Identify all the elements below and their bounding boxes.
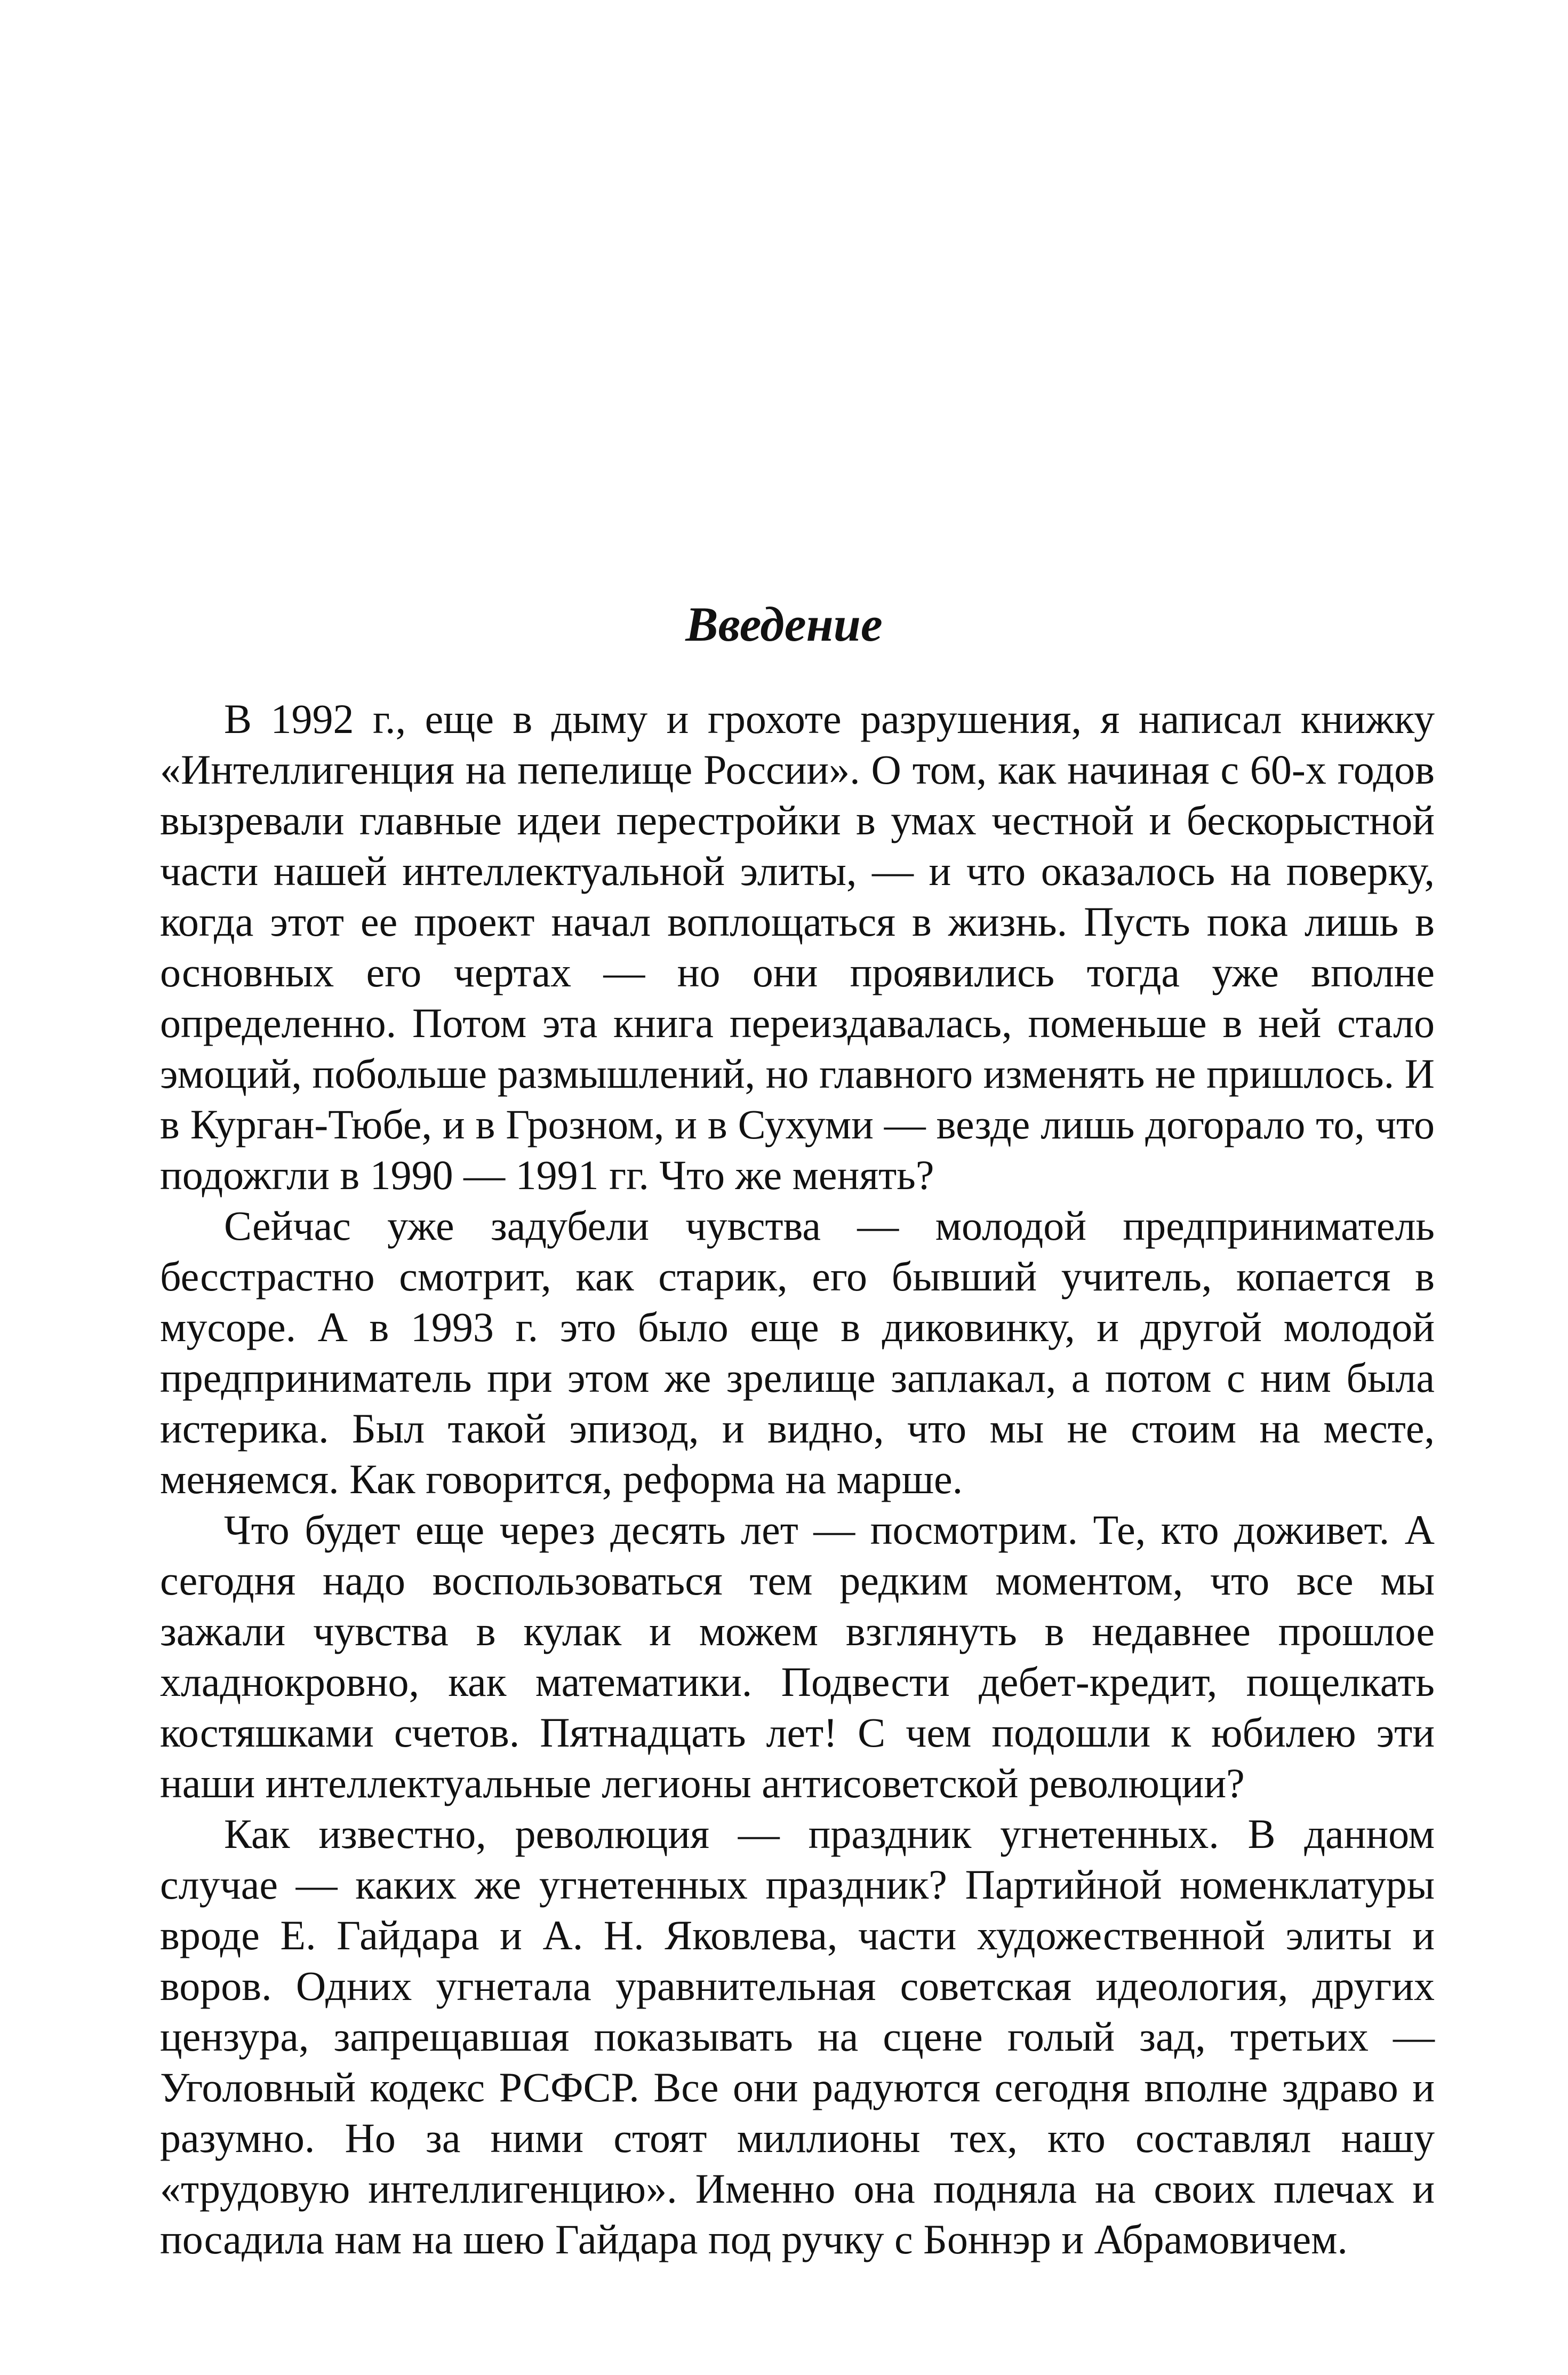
paragraph-4: Как известно, революция — праздник угнетенных. В данном случае — каких же угнетенных праздник? Партийной номенклатуры вроде Е. Гайдара и А. Н. Яковлева, части художественной элиты и воров. Одних угнетала уравнительная советская идеология, других цензура, запрещавшая показывать на сцене голый зад, третьих — Уголовный кодекс РСФСР. Все они радуются сегодня вполне здраво и разумно. Но за ними стоят миллионы тех, кто составлял нашу «трудовую интеллигенцию». Именно она подняла на своих плечах и посадила нам на шею Гайдара под ручку с Боннэр и Абрамовичем. bbox=[160, 1811, 1435, 2262]
paragraph-2: Сейчас уже задубели чувства — молодой предприниматель бесстрастно смотрит, как старик, его бывший учитель, копается в мусоре. А в 1993 г. это было еще в диковинку, и другой молодой предприниматель при этом же зрелище заплакал, а потом с ним была истерика. Был такой эпизод, и видно, что мы не стоим на месте, меняемся. Как говорится, реформа на марше. bbox=[160, 1202, 1435, 1502]
paragraph-3: Что будет еще через десять лет — посмотрим. Те, кто доживет. А сегодня надо воспользоваться тем редким моментом, что все мы зажали чувства в кулак и можем взглянуть в недавнее прошлое хладнокровно, как математики. Подвести дебет-кредит, пощелкать костяшками счетов. Пятнадцать лет! С чем подошли к юбилею эти наши интеллектуальные легионы антисоветской революции? bbox=[160, 1507, 1435, 1806]
paragraph-1: В 1992 г., еще в дыму и грохоте разрушения, я написал книжку «Интеллигенция на пепелище России». О том, как начиная с 60-х годов вызревали главные идеи перестройки в умах честной и бескорыстной части нашей интеллектуальной элиты, — и что оказалось на поверку, когда этот ее проект начал воплощаться в жизнь. Пусть пока лишь в основных его чертах — но они проявились тогда уже вполне определенно. Потом эта книга переиздавалась, поменьше в ней стало эмоций, побольше размышлений, но главного изменять не пришлось. И в Курган-Тюбе, и в Грозном, и в Сухуми — везде лишь догорало то, что подожгли в 1990 — 1991 гг. Что же менять? bbox=[160, 696, 1435, 1198]
chapter-title: Введение bbox=[685, 597, 883, 651]
chapter-body bbox=[160, 694, 1435, 2265]
